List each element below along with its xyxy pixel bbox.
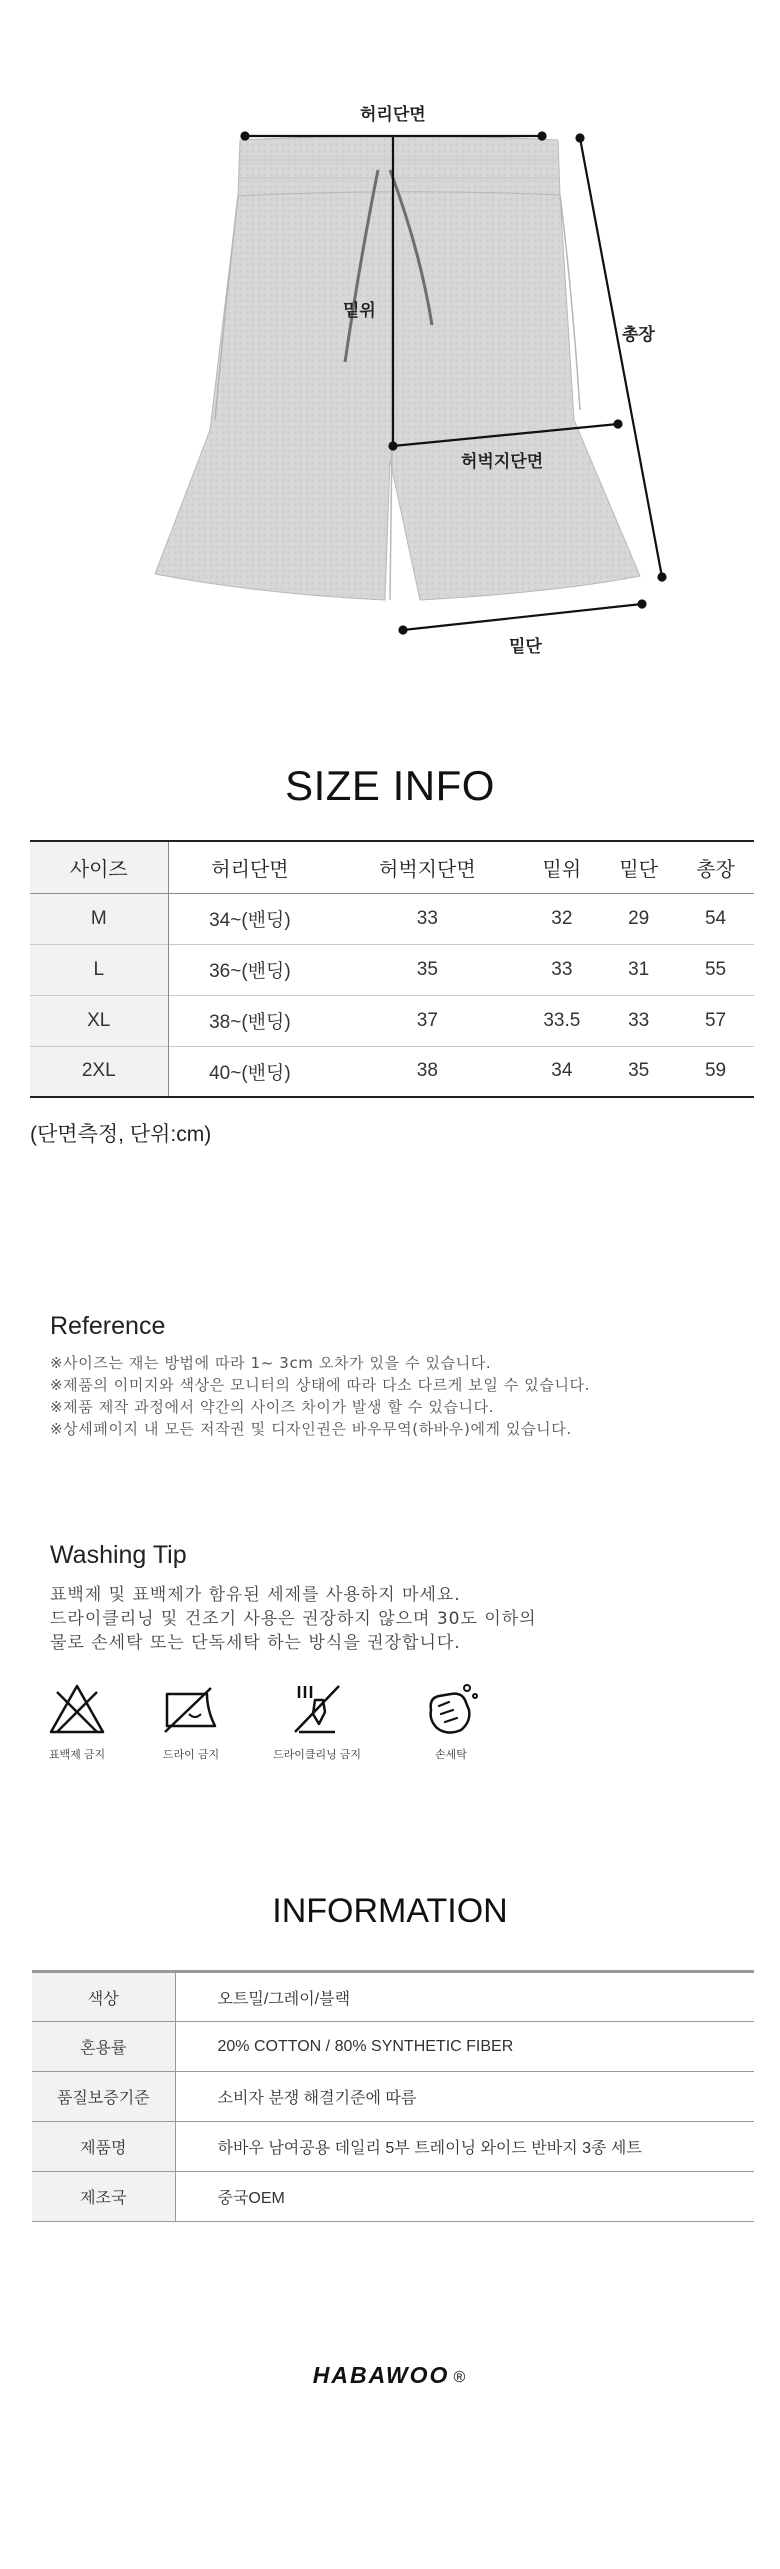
info-key: 색상 (32, 1972, 175, 2022)
brand-name: HABAWOO (312, 2362, 450, 2388)
dry-iron-icon (159, 1680, 223, 1738)
care-item-dry (126, 1680, 256, 1762)
size-diagram (0, 0, 780, 680)
value-cell: 38~(밴딩) (209, 1012, 291, 1033)
size-table (30, 840, 754, 1098)
label-hem: 밑단 (509, 637, 542, 656)
value-cell: 40~(밴딩) (209, 1062, 291, 1084)
info-key: 제조국 (32, 2172, 175, 2222)
label-total-length: 총장 (622, 325, 655, 344)
value-cell: 29 (628, 907, 650, 929)
no-bleach-icon (45, 1680, 109, 1738)
table-row (32, 2022, 754, 2072)
hand-wash-icon (419, 1680, 483, 1738)
value-cell: 32 (551, 907, 573, 929)
header-cell: 총장 (677, 841, 754, 893)
size-cell: XL (30, 995, 168, 1046)
size-cell: 2XL (30, 1046, 168, 1097)
care-icons (30, 1680, 530, 1790)
washing-line: 물로 손세탁 또는 단독세탁 하는 방식을 권장합니다. (50, 1633, 461, 1653)
value-cell: 57 (704, 1009, 727, 1031)
info-value: 하바우 남여공용 데일리 5부 트레이닝 와이드 반바지 3종 세트 (217, 2140, 642, 2157)
reference-notes (50, 1352, 590, 1440)
care-item-no-bleach (12, 1680, 142, 1762)
table-row (30, 944, 754, 995)
registered-mark: ® (453, 2369, 468, 2386)
value-cell: 54 (704, 907, 727, 929)
value-cell: 37 (416, 1009, 438, 1031)
label-thigh: 허벅지단면 (461, 452, 544, 471)
care-item-hand-wash (386, 1680, 516, 1762)
value-cell: 35 (628, 1060, 650, 1082)
header-cell: 밑위 (523, 841, 600, 893)
information-table (32, 1970, 754, 2222)
value-cell: 33 (416, 907, 438, 929)
value-cell: 31 (628, 958, 650, 980)
washing-title: Washing Tip (50, 1541, 187, 1569)
reference-line: ※사이즈는 재는 방법에 따라 1~ 3cm 오차가 있을 수 있습니다. (50, 1354, 492, 1372)
value-cell: 33 (551, 958, 573, 980)
info-key: 혼용률 (32, 2022, 175, 2072)
washing-line: 드라이클리닝 및 건조기 사용은 권장하지 않으며 30도 이하의 (50, 1609, 537, 1629)
value-cell: 33.5 (543, 1009, 581, 1031)
info-value: 소비자 분쟁 해결기준에 따름 (217, 2090, 417, 2107)
table-row (30, 1046, 754, 1097)
size-cell: M (30, 893, 168, 944)
value-cell: 59 (704, 1060, 727, 1082)
label-rise: 밑위 (343, 301, 376, 320)
table-row (32, 2172, 754, 2222)
table-row (30, 995, 754, 1046)
value-cell: 36~(밴딩) (209, 961, 291, 982)
waistband (238, 136, 560, 196)
header-cell: 사이즈 (30, 841, 168, 893)
table-row (32, 2122, 754, 2172)
care-label: 드라이 금지 (162, 1749, 220, 1761)
care-label: 드라이클리닝 금지 (272, 1749, 362, 1761)
brand-logo (0, 2362, 780, 2389)
header-cell: 밑단 (600, 841, 677, 893)
washing-notes (50, 1583, 537, 1655)
care-item-no-dry-clean (252, 1680, 382, 1762)
reference-line: ※상세페이지 내 모든 저작권 및 디자인권은 바우무역(하바우)에게 있습니다. (50, 1420, 572, 1438)
table-row (32, 1972, 754, 2022)
size-info-title: SIZE INFO (285, 762, 495, 809)
measurement-note: (단면측정, 단위:cm) (30, 1123, 212, 1146)
header-cell: 허벅지단면 (331, 841, 523, 893)
header-cell: 허리단면 (168, 841, 331, 893)
reference-title: Reference (50, 1312, 166, 1340)
reference-line: ※제품 제작 과정에서 약간의 사이즈 차이가 발생 할 수 있습니다. (50, 1398, 495, 1416)
info-key: 품질보증기준 (32, 2072, 175, 2122)
table-row (32, 2072, 754, 2122)
care-label: 표백제 금지 (48, 1749, 106, 1761)
value-cell: 34 (551, 1060, 573, 1082)
info-value: 20% COTTON / 80% SYNTHETIC FIBER (217, 2037, 514, 2055)
info-value: 중국OEM (217, 2190, 285, 2207)
value-cell: 35 (416, 958, 438, 980)
reference-line: ※제품의 이미지와 색상은 모니터의 상태에 따라 다소 다르게 보일 수 있습니다. (50, 1376, 591, 1394)
info-value: 오트밀/그레이/블랙 (217, 1990, 351, 2008)
table-row (30, 893, 754, 944)
value-cell: 38 (416, 1060, 438, 1082)
size-cell: L (30, 944, 168, 995)
washing-line: 표백제 및 표백제가 함유된 세제를 사용하지 마세요. (50, 1585, 461, 1605)
information-title: INFORMATION (272, 1892, 508, 1930)
info-key: 제품명 (32, 2122, 175, 2172)
value-cell: 33 (628, 1009, 650, 1031)
care-label: 손세탁 (435, 1749, 467, 1761)
value-cell: 55 (704, 958, 727, 980)
size-table-header (30, 841, 754, 893)
label-waist: 허리단면 (360, 105, 426, 124)
no-dry-clean-icon (285, 1680, 349, 1738)
value-cell: 34~(밴딩) (209, 910, 291, 931)
